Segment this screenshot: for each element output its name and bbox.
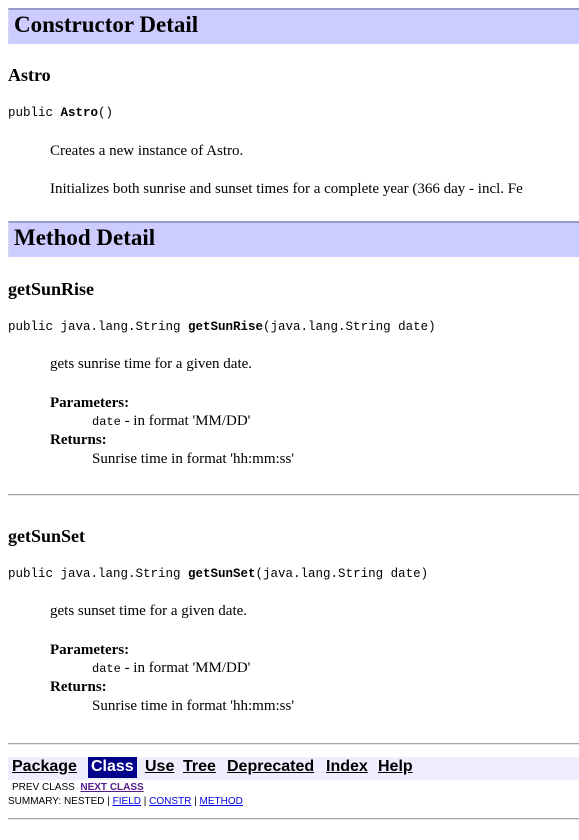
summary-constr-link[interactable]: CONSTR <box>149 796 192 807</box>
parameters-label: Parameters: <box>50 395 130 411</box>
class-nav-row <box>12 782 144 793</box>
nav-class-current: Class <box>88 757 137 778</box>
method-signature-getsunrise: public java.lang.String getSunRise(java.lang.String date) <box>8 320 436 334</box>
method-name-getsunset: getSunSet <box>8 526 86 546</box>
parameter-item <box>92 413 250 430</box>
nav-deprecated-link[interactable]: Deprecated <box>227 758 315 775</box>
parameter-description: - in format 'MM/DD' <box>120 660 251 676</box>
parameters-label: Parameters: <box>50 642 130 658</box>
method-separator <box>8 494 579 496</box>
bottom-navbar <box>8 757 579 780</box>
constructor-detail-title: Constructor Detail <box>14 12 199 37</box>
constructor-description-1: Creates a new instance of Astro. <box>50 143 244 159</box>
constructor-description-2: Initializes both sunrise and sunset times for a complete year (366 day - incl. Fe <box>50 181 523 197</box>
nav-tree-link[interactable]: Tree <box>183 758 216 775</box>
method-description-getsunrise: gets sunrise time for a given date. <box>50 356 253 372</box>
parameter-item <box>92 660 250 677</box>
next-class-link[interactable]: NEXT CLASS <box>80 782 144 793</box>
returns-label: Returns: <box>50 679 107 695</box>
parameter-description: - in format 'MM/DD' <box>120 413 251 429</box>
returns-label: Returns: <box>50 432 107 448</box>
method-name-getsunrise: getSunRise <box>8 279 95 299</box>
returns-description: Sunrise time in format 'hh:mm:ss' <box>92 451 295 467</box>
method-signature-getsunset: public java.lang.String getSunSet(java.lang.String date) <box>8 567 429 581</box>
parameter-name: date <box>92 662 121 676</box>
nav-help-link[interactable]: Help <box>378 758 413 775</box>
constructor-detail-header <box>8 8 579 44</box>
summary-label: SUMMARY: NESTED | <box>8 796 113 807</box>
method-description-getsunset: gets sunset time for a given date. <box>50 603 248 619</box>
returns-description: Sunrise time in format 'hh:mm:ss' <box>92 698 295 714</box>
nav-use-link[interactable]: Use <box>145 758 175 775</box>
constructor-name: Astro <box>8 65 51 85</box>
constructor-signature: public Astro() <box>8 106 114 120</box>
nav-package-link[interactable]: Package <box>12 758 77 775</box>
nav-index-link[interactable]: Index <box>326 758 368 775</box>
method-detail-header <box>8 221 579 257</box>
navbar-top-separator <box>8 743 579 745</box>
method-detail-title: Method Detail <box>14 225 156 250</box>
summary-method-link[interactable]: METHOD <box>199 796 243 807</box>
summary-field-link[interactable]: FIELD <box>112 796 141 807</box>
prev-class-label: PREV CLASS <box>12 782 75 793</box>
parameter-name: date <box>92 415 121 429</box>
summary-nav-row: SUMMARY: NESTED | FIELD | CONSTR | METHOD <box>8 796 243 807</box>
footer-separator <box>8 818 579 820</box>
